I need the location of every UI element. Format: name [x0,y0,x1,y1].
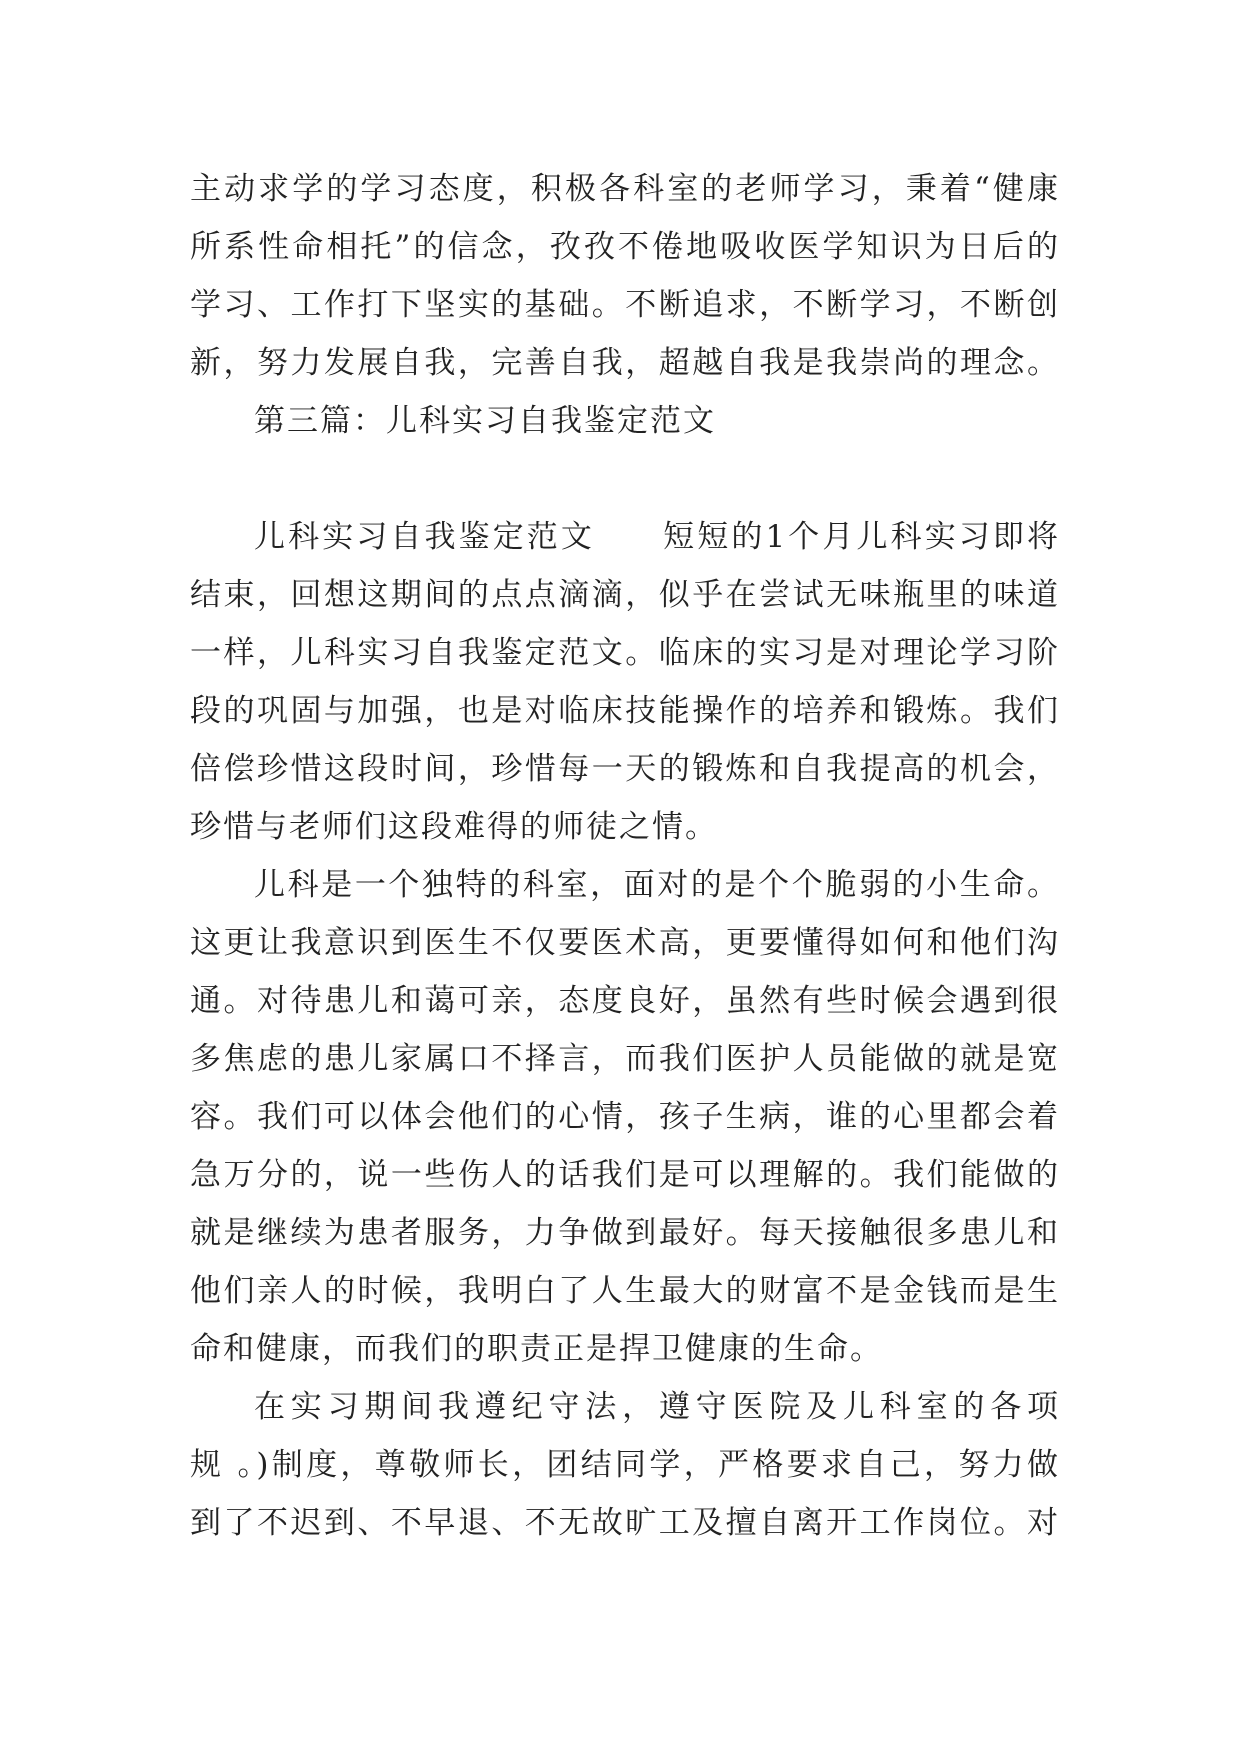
paragraph-line: 儿科是一个独特的科室，面对的是个个脆弱的小生命。 [254,867,1060,903]
paragraph-line: 珍惜与老师们这段难得的师徒之情。 [190,809,718,845]
paragraph-line: 在实习期间我遵纪守法，遵守医院及儿科室的各项 [254,1389,1060,1425]
paragraph-line: 所系性命相托”的信念，孜孜不倦地吸收医学知识为日后的 [190,229,1060,265]
paragraph-line: 段的巩固与加强，也是对临床技能操作的培养和锻炼。我们 [190,693,1060,729]
paragraph-2 [190,508,1060,856]
paragraph-line: 主动求学的学习态度，积极各科室的老师学习，秉着“健康 [190,171,1060,207]
paragraph-line: 容。我们可以体会他们的心情，孩子生病，谁的心里都会着 [190,1099,1060,1135]
paragraph-line: 这更让我意识到医生不仅要医术高，更要懂得如何和他们沟 [190,925,1060,961]
paragraph-1 [190,160,1060,392]
paragraph-line: 儿科实习自我鉴定范文 短短的1个月儿科实习即将 [254,519,1060,555]
paragraph-line: 通。对待患儿和蔼可亲，态度良好，虽然有些时候会遇到很 [190,983,1060,1019]
paragraph-line: 规 。)制度，尊敬师长，团结同学，严格要求自己，努力做 [190,1447,1060,1483]
paragraph-line: 学习、工作打下坚实的基础。不断追求，不断学习，不断创 [190,287,1060,323]
blank-line [190,450,1060,508]
paragraph-line: 倍偿珍惜这段时间，珍惜每一天的锻炼和自我提高的机会， [190,751,1060,787]
paragraph-line: 命和健康，而我们的职责正是捍卫健康的生命。 [190,1331,883,1367]
paragraph-line: 到了不迟到、不早退、不无故旷工及擅自离开工作岗位。对 [190,1505,1060,1541]
paragraph-3 [190,856,1060,1378]
paragraph-line: 新，努力发展自我，完善自我，超越自我是我崇尚的理念。 [190,345,1060,381]
paragraph-line: 他们亲人的时候，我明白了人生最大的财富不是金钱而是生 [190,1273,1060,1309]
section-heading: 第三篇：儿科实习自我鉴定范文 [254,403,716,439]
paragraph-line: 一样，儿科实习自我鉴定范文。临床的实习是对理论学习阶 [190,635,1060,671]
paragraph-line: 就是继续为患者服务，力争做到最好。每天接触很多患儿和 [190,1215,1060,1251]
paragraph-4 [190,1378,1060,1552]
paragraph-line: 多焦虑的患儿家属口不择言，而我们医护人员能做的就是宽 [190,1041,1060,1077]
document-body [190,160,1060,1552]
paragraph-line: 结束，回想这期间的点点滴滴，似乎在尝试无味瓶里的味道 [190,577,1060,613]
paragraph-line: 急万分的，说一些伤人的话我们是可以理解的。我们能做的 [190,1157,1060,1193]
